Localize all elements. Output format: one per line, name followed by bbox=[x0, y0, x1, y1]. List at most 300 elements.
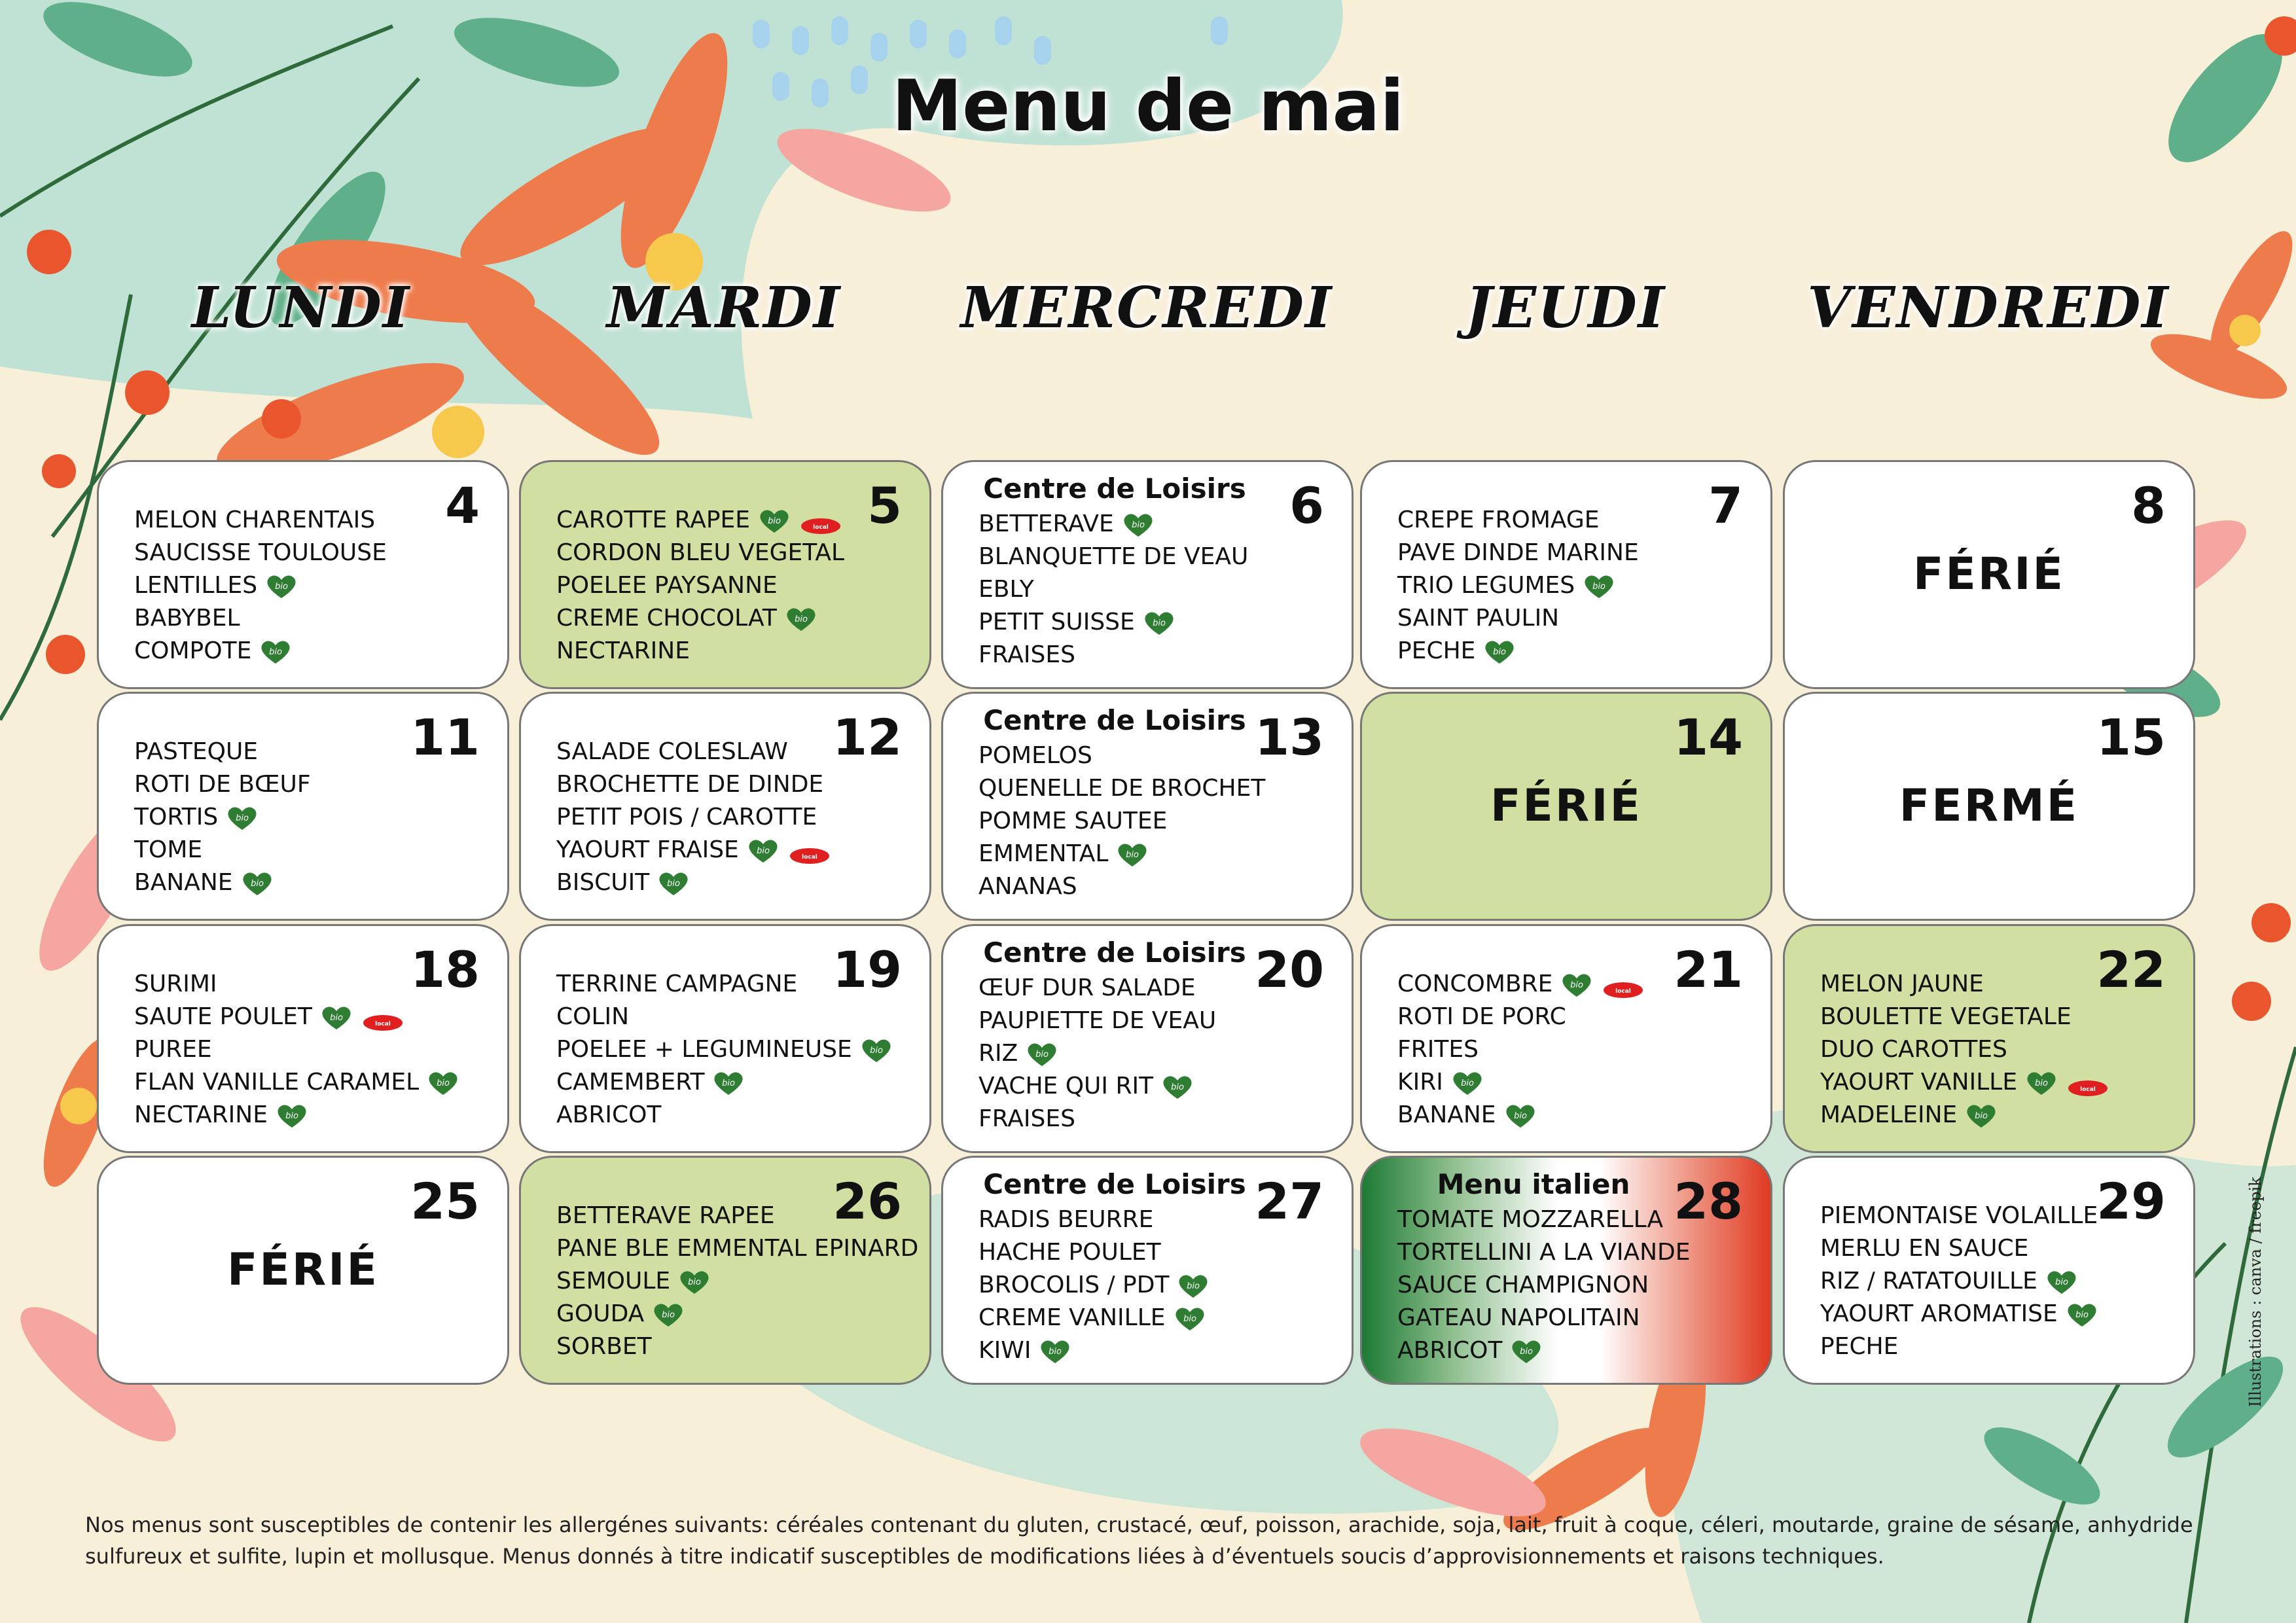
dish-item bbox=[134, 1066, 461, 1099]
menu-day-cell bbox=[97, 692, 509, 921]
dish-item bbox=[978, 573, 1248, 606]
bio-heart-icon bbox=[1964, 1103, 1999, 1129]
dish-name: BETTERAVE bbox=[978, 510, 1114, 537]
bio-heart-icon bbox=[224, 805, 260, 831]
dish-item bbox=[556, 1099, 894, 1132]
menu-day-cell bbox=[1783, 924, 2195, 1153]
dish-name: TORTIS bbox=[134, 804, 219, 830]
dish-name: BOULETTE VEGETALE bbox=[1820, 1003, 2072, 1030]
dish-item bbox=[556, 1330, 918, 1363]
bio-heart-icon bbox=[651, 1302, 686, 1328]
dish-item bbox=[1820, 1298, 2100, 1330]
day-number: 15 bbox=[2096, 708, 2166, 766]
svg-text:bio: bio bbox=[1049, 1347, 1062, 1357]
dish-item bbox=[978, 838, 1265, 870]
dish-list bbox=[978, 1204, 1211, 1367]
dish-item bbox=[556, 834, 831, 866]
svg-text:bio: bio bbox=[768, 516, 781, 526]
day-number: 26 bbox=[833, 1172, 902, 1230]
day-header-mercredi: MERCREDI bbox=[960, 275, 1333, 341]
dish-item bbox=[556, 736, 831, 768]
dish-name: PUREE bbox=[134, 1036, 212, 1063]
menu-day-cell bbox=[1360, 460, 1772, 689]
dish-item bbox=[556, 635, 844, 668]
svg-text:bio: bio bbox=[667, 879, 681, 889]
svg-text:bio: bio bbox=[756, 846, 770, 856]
bio-heart-icon bbox=[2064, 1302, 2100, 1328]
dish-item bbox=[978, 1269, 1211, 1302]
dish-item bbox=[1820, 1200, 2100, 1232]
dish-name: CAMEMBERT bbox=[556, 1069, 705, 1096]
dish-name: CREME VANILLE bbox=[978, 1304, 1166, 1331]
svg-text:bio: bio bbox=[688, 1277, 702, 1287]
svg-text:bio: bio bbox=[1131, 520, 1145, 530]
dish-list bbox=[556, 968, 894, 1132]
bio-heart-icon bbox=[274, 1103, 310, 1129]
dish-name: RADIS BEURRE bbox=[978, 1206, 1154, 1233]
bio-heart-icon bbox=[1024, 1041, 1060, 1067]
day-header-jeudi: JEUDI bbox=[1465, 275, 1666, 341]
dish-item bbox=[978, 805, 1265, 838]
dish-item bbox=[134, 1099, 461, 1132]
dish-name: BROCOLIS / PDT bbox=[978, 1272, 1170, 1298]
dish-item bbox=[1397, 1204, 1690, 1236]
menu-day-cell bbox=[941, 1156, 1354, 1385]
dish-item bbox=[978, 772, 1265, 805]
dish-item bbox=[1820, 1330, 2100, 1363]
bio-heart-icon bbox=[319, 1005, 354, 1031]
dish-item bbox=[556, 602, 844, 635]
dish-item bbox=[134, 801, 311, 834]
bio-heart-icon bbox=[258, 639, 293, 665]
dish-name: SURIMI bbox=[134, 971, 217, 997]
day-number: 12 bbox=[833, 708, 902, 766]
dish-item bbox=[556, 768, 831, 801]
dish-name: SORBET bbox=[556, 1333, 652, 1360]
dish-name: DUO CAROTTES bbox=[1820, 1036, 2007, 1063]
bio-heart-icon bbox=[711, 1070, 746, 1096]
dish-name: CREPE FROMAGE bbox=[1397, 507, 1600, 533]
dish-name: TOMATE MOZZARELLA bbox=[1397, 1206, 1664, 1233]
dish-name: HACHE POULET bbox=[978, 1239, 1161, 1266]
dish-item bbox=[134, 866, 311, 899]
day-number: 28 bbox=[1674, 1172, 1743, 1230]
dish-name: BANANE bbox=[134, 869, 233, 896]
dish-name: QUENELLE DE BROCHET bbox=[978, 775, 1266, 802]
dish-list bbox=[556, 504, 844, 668]
dish-name: SAUTE POULET bbox=[134, 1003, 312, 1030]
dish-item bbox=[978, 1070, 1216, 1103]
menu-day-cell bbox=[1783, 460, 2195, 689]
dish-item bbox=[1397, 1099, 1644, 1132]
dish-item bbox=[556, 504, 844, 537]
dish-name: PIEMONTAISE VOLAILLE bbox=[1820, 1202, 2098, 1229]
dish-name: NECTARINE bbox=[556, 637, 690, 664]
menu-day-cell bbox=[97, 1156, 509, 1385]
dish-name: PASTEQUE bbox=[134, 738, 259, 765]
dish-name: ROTI DE PORC bbox=[1397, 1003, 1566, 1030]
svg-text:bio: bio bbox=[1975, 1111, 1988, 1121]
dish-item bbox=[1820, 1265, 2100, 1298]
menu-day-cell bbox=[1360, 924, 1772, 1153]
day-number: 25 bbox=[410, 1172, 480, 1230]
allergen-note: Nos menus sont susceptibles de contenir les allergénes suivants: céréales contenant du gluten, crustacé, œuf, poisson, arachide, soja, lait, fruit à coque, céleri, moutarde, graine de sésame, anhydride sulfureux et sulfite, lupin et mollusque. Menus donnés à titre indicatif susceptibles de modifications liées à d’éventuels soucis d’approvisionnements et raisons techniques. bbox=[85, 1512, 2193, 1569]
menu-day-cell bbox=[941, 460, 1354, 689]
bio-heart-icon bbox=[745, 838, 781, 864]
local-product-icon bbox=[1602, 976, 1644, 994]
svg-text:bio: bio bbox=[437, 1079, 450, 1088]
dish-name: COLIN bbox=[556, 1003, 630, 1030]
dish-item bbox=[134, 569, 387, 602]
cell-header: Menu italien bbox=[1437, 1168, 1630, 1200]
svg-text:bio: bio bbox=[1126, 850, 1139, 860]
dish-name: SAINT PAULIN bbox=[1397, 605, 1560, 632]
bio-heart-icon bbox=[1037, 1338, 1073, 1364]
menu-day-cell bbox=[941, 692, 1354, 921]
svg-text:bio: bio bbox=[1513, 1111, 1527, 1121]
dish-name: EBLY bbox=[978, 576, 1034, 603]
dish-name: TOME bbox=[134, 836, 203, 863]
dish-item bbox=[1820, 1066, 2109, 1099]
dish-name: LENTILLES bbox=[134, 572, 258, 599]
bio-heart-icon bbox=[1559, 972, 1594, 998]
dish-item bbox=[134, 504, 387, 537]
svg-text:bio: bio bbox=[1520, 1347, 1534, 1357]
day-number: 4 bbox=[445, 476, 480, 535]
menu-day-cell bbox=[1360, 1156, 1772, 1385]
dish-name: YAOURT AROMATISE bbox=[1820, 1300, 2058, 1327]
dish-list bbox=[134, 504, 387, 668]
svg-text:bio: bio bbox=[1183, 1314, 1196, 1324]
dish-name: VACHE QUI RIT bbox=[978, 1073, 1154, 1099]
dish-item bbox=[134, 635, 387, 668]
bio-heart-icon bbox=[1482, 639, 1517, 665]
dish-item bbox=[1397, 1302, 1690, 1334]
bio-heart-icon bbox=[783, 606, 819, 632]
dish-name: BROCHETTE DE DINDE bbox=[556, 771, 824, 798]
svg-text:bio: bio bbox=[1460, 1079, 1474, 1088]
svg-text:bio: bio bbox=[2054, 1277, 2068, 1287]
dish-list bbox=[1397, 1204, 1690, 1367]
dish-item bbox=[134, 768, 311, 801]
dish-name: SAUCISSE TOULOUSE bbox=[134, 539, 387, 566]
dish-item bbox=[978, 508, 1248, 541]
dish-item bbox=[978, 740, 1265, 772]
dish-item bbox=[556, 1265, 918, 1298]
dish-item bbox=[1397, 602, 1639, 635]
svg-text:bio: bio bbox=[794, 615, 808, 624]
dish-item bbox=[978, 541, 1248, 573]
dish-item bbox=[556, 569, 844, 602]
dish-item bbox=[1397, 1269, 1690, 1302]
dish-item bbox=[978, 1236, 1211, 1269]
dish-name: SEMOULE bbox=[556, 1268, 671, 1294]
dish-item bbox=[978, 1005, 1216, 1037]
dish-item bbox=[134, 1033, 461, 1066]
dish-list bbox=[978, 972, 1216, 1135]
dish-name: KIWI bbox=[978, 1337, 1031, 1364]
dish-name: GATEAU NAPOLITAIN bbox=[1397, 1304, 1640, 1331]
dish-name: MADELEINE bbox=[1820, 1101, 1958, 1128]
bio-heart-icon bbox=[757, 508, 792, 534]
svg-text:bio: bio bbox=[1187, 1281, 1200, 1291]
dish-name: BABYBEL bbox=[134, 605, 240, 632]
dish-item bbox=[556, 1001, 894, 1033]
menu-day-cell bbox=[1783, 692, 2195, 921]
dish-item bbox=[1397, 1066, 1644, 1099]
day-number: 11 bbox=[410, 708, 480, 766]
dish-name: TRIO LEGUMES bbox=[1397, 572, 1575, 599]
bio-heart-icon bbox=[1450, 1070, 1485, 1096]
dish-item bbox=[556, 1232, 918, 1265]
dish-item bbox=[134, 1001, 461, 1033]
svg-text:local: local bbox=[801, 854, 817, 861]
dish-item bbox=[1397, 1033, 1644, 1066]
dish-name: POELEE PAYSANNE bbox=[556, 572, 778, 599]
dish-name: ABRICOT bbox=[1397, 1337, 1503, 1364]
dish-name: PETIT SUISSE bbox=[978, 609, 1135, 635]
menu-day-cell bbox=[1360, 692, 1772, 921]
day-header-lundi: LUNDI bbox=[191, 275, 411, 341]
bio-heart-icon bbox=[1581, 573, 1617, 599]
local-product-icon bbox=[800, 512, 842, 530]
dish-name: MELON JAUNE bbox=[1820, 971, 1984, 997]
day-number: 22 bbox=[2096, 940, 2166, 999]
dish-item bbox=[1397, 1236, 1690, 1269]
local-product-icon bbox=[362, 1008, 404, 1027]
dish-name: EMMENTAL bbox=[978, 840, 1109, 867]
page-title: Menu de mai bbox=[891, 65, 1405, 147]
closed-label: FÉRIÉ bbox=[1912, 548, 2065, 600]
dish-name: POMME SAUTEE bbox=[978, 808, 1168, 834]
dish-item bbox=[1397, 635, 1639, 668]
dish-name: PECHE bbox=[1397, 637, 1476, 664]
dish-name: PAUPIETTE DE VEAU bbox=[978, 1007, 1217, 1034]
bio-heart-icon bbox=[425, 1070, 461, 1096]
day-number: 20 bbox=[1255, 940, 1324, 999]
dish-item bbox=[1820, 968, 2109, 1001]
closed-label: FERMÉ bbox=[1899, 780, 2079, 832]
dish-name: YAOURT FRAISE bbox=[556, 836, 739, 863]
dish-item bbox=[978, 1103, 1216, 1135]
svg-text:bio: bio bbox=[662, 1310, 675, 1320]
day-number: 29 bbox=[2096, 1172, 2166, 1230]
dish-name: MELON CHARENTAIS bbox=[134, 507, 376, 533]
dish-item bbox=[978, 870, 1265, 903]
dish-name: BLANQUETTE DE VEAU bbox=[978, 543, 1249, 570]
svg-text:bio: bio bbox=[285, 1111, 298, 1121]
dish-name: FRITES bbox=[1397, 1036, 1479, 1063]
local-product-icon bbox=[2067, 1074, 2109, 1092]
bio-heart-icon bbox=[1115, 842, 1150, 868]
bio-heart-icon bbox=[1175, 1273, 1211, 1299]
dish-name: BANANE bbox=[1397, 1101, 1496, 1128]
bio-heart-icon bbox=[1172, 1306, 1208, 1332]
dish-name: CONCOMBRE bbox=[1397, 971, 1553, 997]
day-number: 13 bbox=[1255, 708, 1324, 766]
dish-item bbox=[134, 834, 311, 866]
dish-item bbox=[1397, 1001, 1644, 1033]
dish-name: PANE BLE EMMENTAL EPINARD bbox=[556, 1235, 919, 1262]
menu-day-cell bbox=[519, 924, 931, 1153]
dish-name: ANANAS bbox=[978, 873, 1077, 900]
menu-day-cell bbox=[97, 460, 509, 689]
dish-item bbox=[978, 1204, 1211, 1236]
dish-item bbox=[978, 972, 1216, 1005]
day-number: 14 bbox=[1674, 708, 1743, 766]
dish-name: TERRINE CAMPAGNE bbox=[556, 971, 798, 997]
dish-item bbox=[1397, 537, 1639, 569]
dish-name: FRAISES bbox=[978, 641, 1075, 668]
day-number: 7 bbox=[1708, 476, 1743, 535]
svg-text:bio: bio bbox=[329, 1013, 343, 1023]
dish-name: SALADE COLESLAW bbox=[556, 738, 788, 765]
dish-item bbox=[134, 602, 387, 635]
day-number: 8 bbox=[2131, 476, 2166, 535]
dish-name: COMPOTE bbox=[134, 637, 252, 664]
dish-name: FRAISES bbox=[978, 1105, 1075, 1132]
svg-text:bio: bio bbox=[1493, 647, 1507, 657]
dish-item bbox=[134, 736, 311, 768]
closed-label: FÉRIÉ bbox=[226, 1244, 379, 1296]
day-number: 6 bbox=[1289, 476, 1324, 535]
svg-text:bio: bio bbox=[1152, 618, 1166, 628]
dish-name: SAUCE CHAMPIGNON bbox=[1397, 1272, 1649, 1298]
dish-item bbox=[134, 968, 461, 1001]
dish-name: ABRICOT bbox=[556, 1101, 662, 1128]
bio-heart-icon bbox=[1121, 512, 1156, 538]
dish-name: MERLU EN SAUCE bbox=[1820, 1235, 2029, 1262]
dish-list bbox=[1397, 968, 1644, 1132]
svg-text:bio: bio bbox=[269, 647, 283, 657]
bio-heart-icon bbox=[240, 870, 275, 897]
dish-name: BETTERAVE RAPEE bbox=[556, 1202, 775, 1229]
bio-heart-icon bbox=[1141, 610, 1177, 636]
bio-heart-icon bbox=[264, 573, 299, 599]
dish-name: FLAN VANILLE CARAMEL bbox=[134, 1069, 420, 1096]
menu-day-cell bbox=[97, 924, 509, 1153]
svg-text:bio: bio bbox=[1570, 980, 1584, 990]
dish-name: POELEE + LEGUMINEUSE bbox=[556, 1036, 852, 1063]
dish-name: ŒUF DUR SALADE bbox=[978, 974, 1196, 1001]
dish-item bbox=[978, 1037, 1216, 1070]
local-product-icon bbox=[789, 842, 831, 860]
dish-item bbox=[556, 801, 831, 834]
dish-list bbox=[1397, 504, 1639, 668]
dish-item bbox=[556, 537, 844, 569]
dish-item bbox=[1820, 1232, 2100, 1265]
bio-heart-icon bbox=[677, 1269, 712, 1295]
bio-heart-icon bbox=[1509, 1338, 1544, 1364]
svg-text:bio: bio bbox=[869, 1046, 883, 1056]
dish-item bbox=[556, 1066, 894, 1099]
menu-day-cell bbox=[519, 692, 931, 921]
menu-day-cell bbox=[519, 1156, 931, 1385]
svg-text:bio: bio bbox=[236, 813, 249, 823]
day-number: 5 bbox=[867, 476, 902, 535]
dish-name: ROTI DE BŒUF bbox=[134, 771, 311, 798]
dish-name: CORDON BLEU VEGETAL bbox=[556, 539, 845, 566]
cell-header: Centre de Loisirs bbox=[983, 473, 1246, 505]
dish-item bbox=[556, 1200, 918, 1232]
dish-name: PECHE bbox=[1820, 1333, 1899, 1360]
dish-name: CREME CHOCOLAT bbox=[556, 605, 777, 632]
day-number: 19 bbox=[833, 940, 902, 999]
dish-list bbox=[134, 968, 461, 1132]
day-number: 27 bbox=[1255, 1172, 1324, 1230]
dish-item bbox=[978, 606, 1248, 639]
dish-name: PAVE DINDE MARINE bbox=[1397, 539, 1639, 566]
dish-name: RIZ bbox=[978, 1040, 1018, 1067]
dish-item bbox=[556, 866, 831, 899]
svg-text:bio: bio bbox=[275, 582, 288, 592]
dish-list bbox=[978, 740, 1265, 903]
dish-list bbox=[556, 1200, 918, 1363]
day-header-mardi: MARDI bbox=[606, 275, 842, 341]
dish-list bbox=[978, 508, 1248, 671]
cell-header: Centre de Loisirs bbox=[983, 1168, 1246, 1200]
svg-text:bio: bio bbox=[1035, 1050, 1049, 1060]
dish-name: BISCUIT bbox=[556, 869, 650, 896]
svg-text:local: local bbox=[2080, 1086, 2096, 1093]
bio-heart-icon bbox=[656, 870, 691, 897]
dish-item bbox=[1397, 968, 1644, 1001]
cell-header: Centre de Loisirs bbox=[983, 704, 1246, 736]
dish-name: KIRI bbox=[1397, 1069, 1443, 1096]
dish-list bbox=[556, 736, 831, 899]
menu-day-cell bbox=[1783, 1156, 2195, 1385]
svg-text:bio: bio bbox=[2075, 1310, 2089, 1320]
day-header-vendredi: VENDREDI bbox=[1807, 275, 2170, 341]
dish-name: RIZ / RATATOUILLE bbox=[1820, 1268, 2037, 1294]
dish-item bbox=[1820, 1099, 2109, 1132]
day-number: 18 bbox=[410, 940, 480, 999]
dish-name: PETIT POIS / CAROTTE bbox=[556, 804, 817, 830]
dish-item bbox=[978, 1302, 1211, 1334]
svg-text:bio: bio bbox=[2035, 1079, 2048, 1088]
bio-heart-icon bbox=[1503, 1103, 1538, 1129]
dish-item bbox=[978, 1334, 1211, 1367]
bio-heart-icon bbox=[859, 1037, 894, 1063]
dish-list bbox=[1820, 968, 2109, 1132]
dish-name: GOUDA bbox=[556, 1300, 645, 1327]
svg-text:local: local bbox=[1615, 988, 1632, 995]
dish-item bbox=[1397, 569, 1639, 602]
dish-list bbox=[134, 736, 311, 899]
dish-item bbox=[978, 639, 1248, 671]
svg-text:bio: bio bbox=[1592, 582, 1606, 592]
dish-item bbox=[1820, 1033, 2109, 1066]
illustration-credit: Illustrations : canva / freepik bbox=[2246, 1177, 2265, 1407]
dish-name: TORTELLINI A LA VIANDE bbox=[1397, 1239, 1691, 1266]
dish-item bbox=[1820, 1001, 2109, 1033]
svg-text:bio: bio bbox=[250, 879, 264, 889]
svg-text:local: local bbox=[374, 1021, 391, 1027]
dish-name: NECTARINE bbox=[134, 1101, 268, 1128]
dish-list bbox=[1820, 1200, 2100, 1363]
bio-heart-icon bbox=[2044, 1269, 2079, 1295]
dish-name: CAROTTE RAPEE bbox=[556, 507, 751, 533]
closed-label: FÉRIÉ bbox=[1490, 780, 1642, 832]
dish-item bbox=[1397, 504, 1639, 537]
menu-day-cell bbox=[519, 460, 931, 689]
bio-heart-icon bbox=[1160, 1074, 1195, 1100]
svg-text:bio: bio bbox=[722, 1079, 736, 1088]
dish-name: YAOURT VANILLE bbox=[1820, 1069, 2018, 1096]
day-number: 21 bbox=[1674, 940, 1743, 999]
dish-item bbox=[134, 537, 387, 569]
svg-text:bio: bio bbox=[1171, 1082, 1185, 1092]
